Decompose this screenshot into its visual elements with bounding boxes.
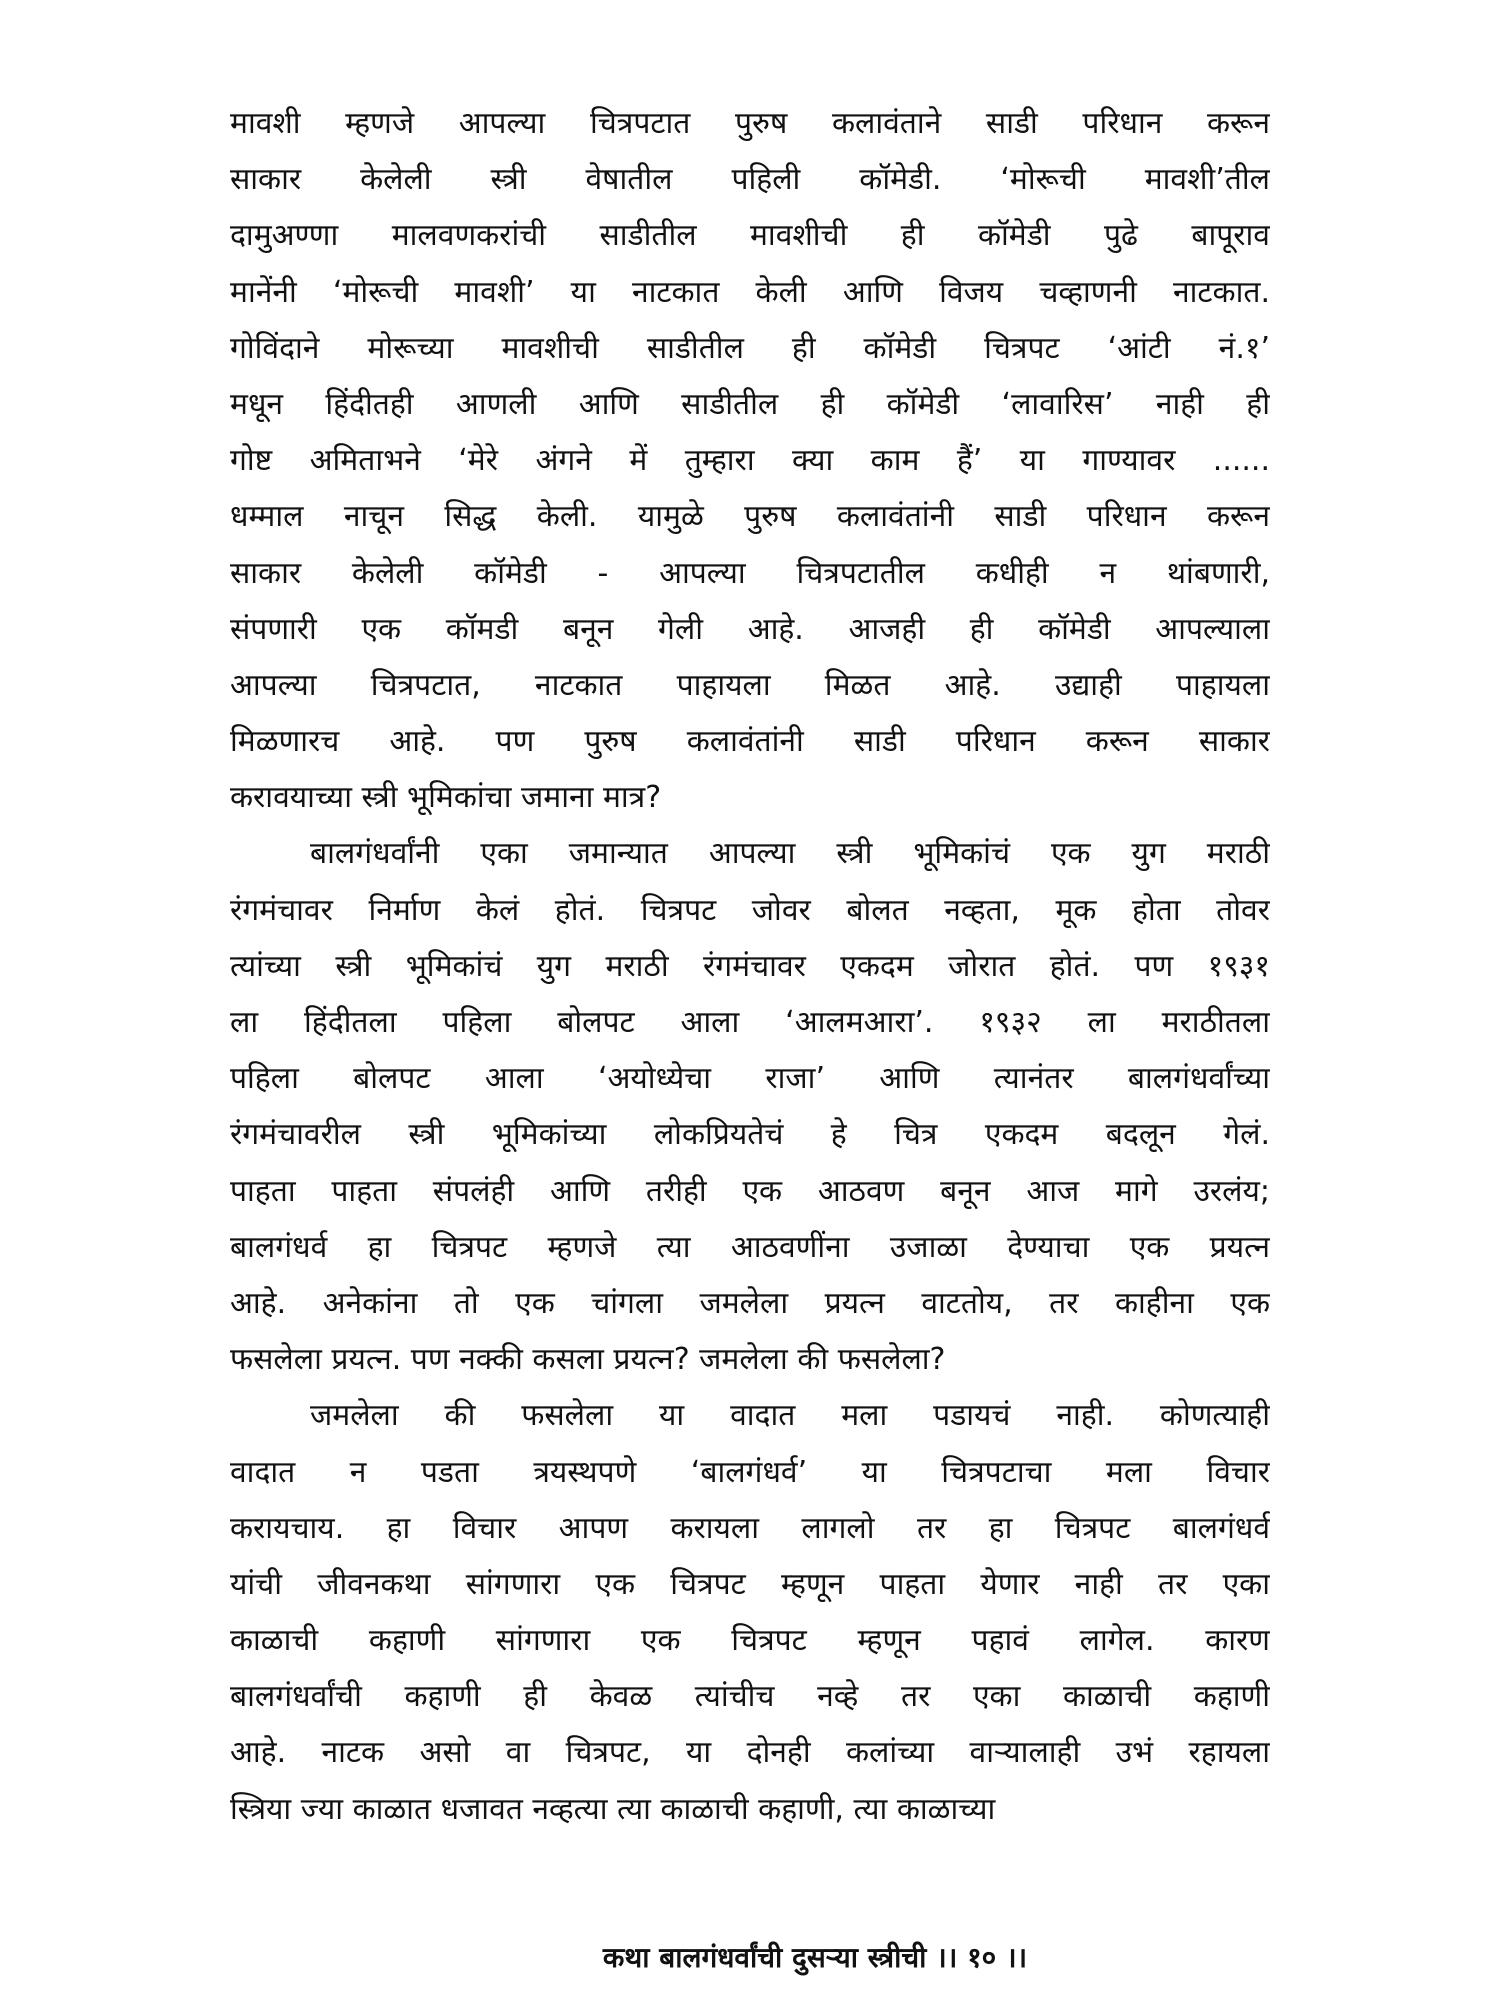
text-line: करावयाच्या स्त्री भूमिकांचा जमाना मात्र? [230, 780, 662, 816]
footer-text: कथा बालगंधर्वांची दुसऱ्या स्त्रीची ।। १० ।। [602, 1941, 1028, 1974]
text-line: वादात न पडता त्रयस्थपणे ‘बालगंधर्व’ या चित्रपटाचा मला विचार [230, 1454, 1270, 1490]
text-line: आहे. अनेकांना तो एक चांगला जमलेला प्रयत्न वाटतोय, तर काहीना एक [230, 1285, 1270, 1321]
text-line: स्त्रिया ज्या काळात धजावत नव्हत्या त्या काळाची कहाणी, त्या काळाच्या [230, 1791, 996, 1827]
text-line: गोविंदाने मोरूच्या मावशीची साडीतील ही कॉमेडी चित्रपट ‘आंटी नं.१’ [230, 330, 1270, 366]
text-line: त्यांच्या स्त्री भूमिकांचं युग मराठी रंगमंचावर एकदम जोरात होतं. पण १९३१ [230, 948, 1270, 984]
text-line: आहे. नाटक असो वा चित्रपट, या दोनही कलांच्या वाऱ्यालाही उभं रहायला [230, 1735, 1270, 1771]
text-line: काळाची कहाणी सांगणारा एक चित्रपट म्हणून पहावं लागेल. कारण [230, 1623, 1270, 1659]
text-line: बालगंधर्वांनी एका जमान्यात आपल्या स्त्री भूमिकांचं एक युग मराठी [310, 836, 1270, 872]
text-line: पहिला बोलपट आला ‘अयोध्येचा राजा’ आणि त्यानंतर बालगंधर्वांच्या [230, 1061, 1270, 1097]
text-line: रंगमंचावर निर्माण केलं होतं. चित्रपट जोवर बोलत नव्हता, मूक होता तोवर [230, 892, 1270, 928]
text-line: मिळणारच आहे. पण पुरुष कलावंतांनी साडी परिधान करून साकार [230, 724, 1270, 760]
text-line: गोष्ट अमिताभने ‘मेरे अंगने में तुम्हारा क्या काम हैं’ या गाण्यावर ...... [230, 443, 1270, 479]
text-line: साकार केलेली स्त्री वेषातील पहिली कॉमेडी. ‘मोरूची मावशी’तील [230, 162, 1270, 198]
text-line: करायचाय. हा विचार आपण करायला लागलो तर हा चित्रपट बालगंधर्व [230, 1510, 1270, 1546]
text-line: मावशी म्हणजे आपल्या चित्रपटात पुरुष कलावंताने साडी परिधान करून [230, 106, 1270, 141]
paragraph [230, 826, 1270, 1388]
text-line: यांची जीवनकथा सांगणारा एक चित्रपट म्हणून पाहता येणार नाही तर एका [230, 1566, 1270, 1602]
text-line: फसलेला प्रयत्न. पण नक्की कसला प्रयत्न? जमलेला की फसलेला? [230, 1342, 946, 1378]
paragraph [230, 96, 1270, 826]
paragraph [230, 1388, 1270, 1838]
text-line: आपल्या चित्रपटात, नाटकात पाहायला मिळत आहे. उद्याही पाहायला [230, 667, 1270, 703]
text-line: साकार केलेली कॉमेडी - आपल्या चित्रपटातील कधीही न थांबणारी, [230, 555, 1270, 591]
text-line: रंगमंचावरील स्त्री भूमिकांच्या लोकप्रियतेचं हे चित्र एकदम बदलून गेलं. [230, 1117, 1270, 1153]
text-line: संपणारी एक कॉमडी बनून गेली आहे. आजही ही कॉमेडी आपल्याला [230, 611, 1270, 647]
text-line: धम्माल नाचून सिद्ध केली. यामुळे पुरुष कलावंतांनी साडी परिधान करून [230, 499, 1270, 535]
text-line: दामुअण्णा मालवणकरांची साडीतील मावशीची ही कॉमेडी पुढे बापूराव [230, 218, 1270, 254]
text-line: ला हिंदीतला पहिला बोलपट आला ‘आलमआरा’. १९३२ ला मराठीतला [230, 1005, 1270, 1040]
text-line: मधून हिंदीतही आणली आणि साडीतील ही कॉमेडी ‘लावारिस’ नाही ही [230, 386, 1270, 422]
text-line: जमलेला की फसलेला या वादात मला पडायचं नाही. कोणत्याही [310, 1398, 1270, 1434]
text-line: पाहता पाहता संपलंही आणि तरीही एक आठवण बनून आज मागे उरलंय; [230, 1173, 1270, 1209]
text-line: मानेंनी ‘मोरूची मावशी’ या नाटकात केली आणि विजय चव्हाणनी नाटकात. [230, 274, 1270, 310]
text-line: बालगंधर्वांची कहाणी ही केवळ त्यांचीच नव्हे तर एका काळाची कहाणी [230, 1679, 1270, 1715]
page-footer [0, 1938, 1500, 1978]
body-text [230, 96, 1270, 1838]
text-line: बालगंधर्व हा चित्रपट म्हणजे त्या आठवणींना उजाळा देण्याचा एक प्रयत्न [230, 1229, 1270, 1265]
